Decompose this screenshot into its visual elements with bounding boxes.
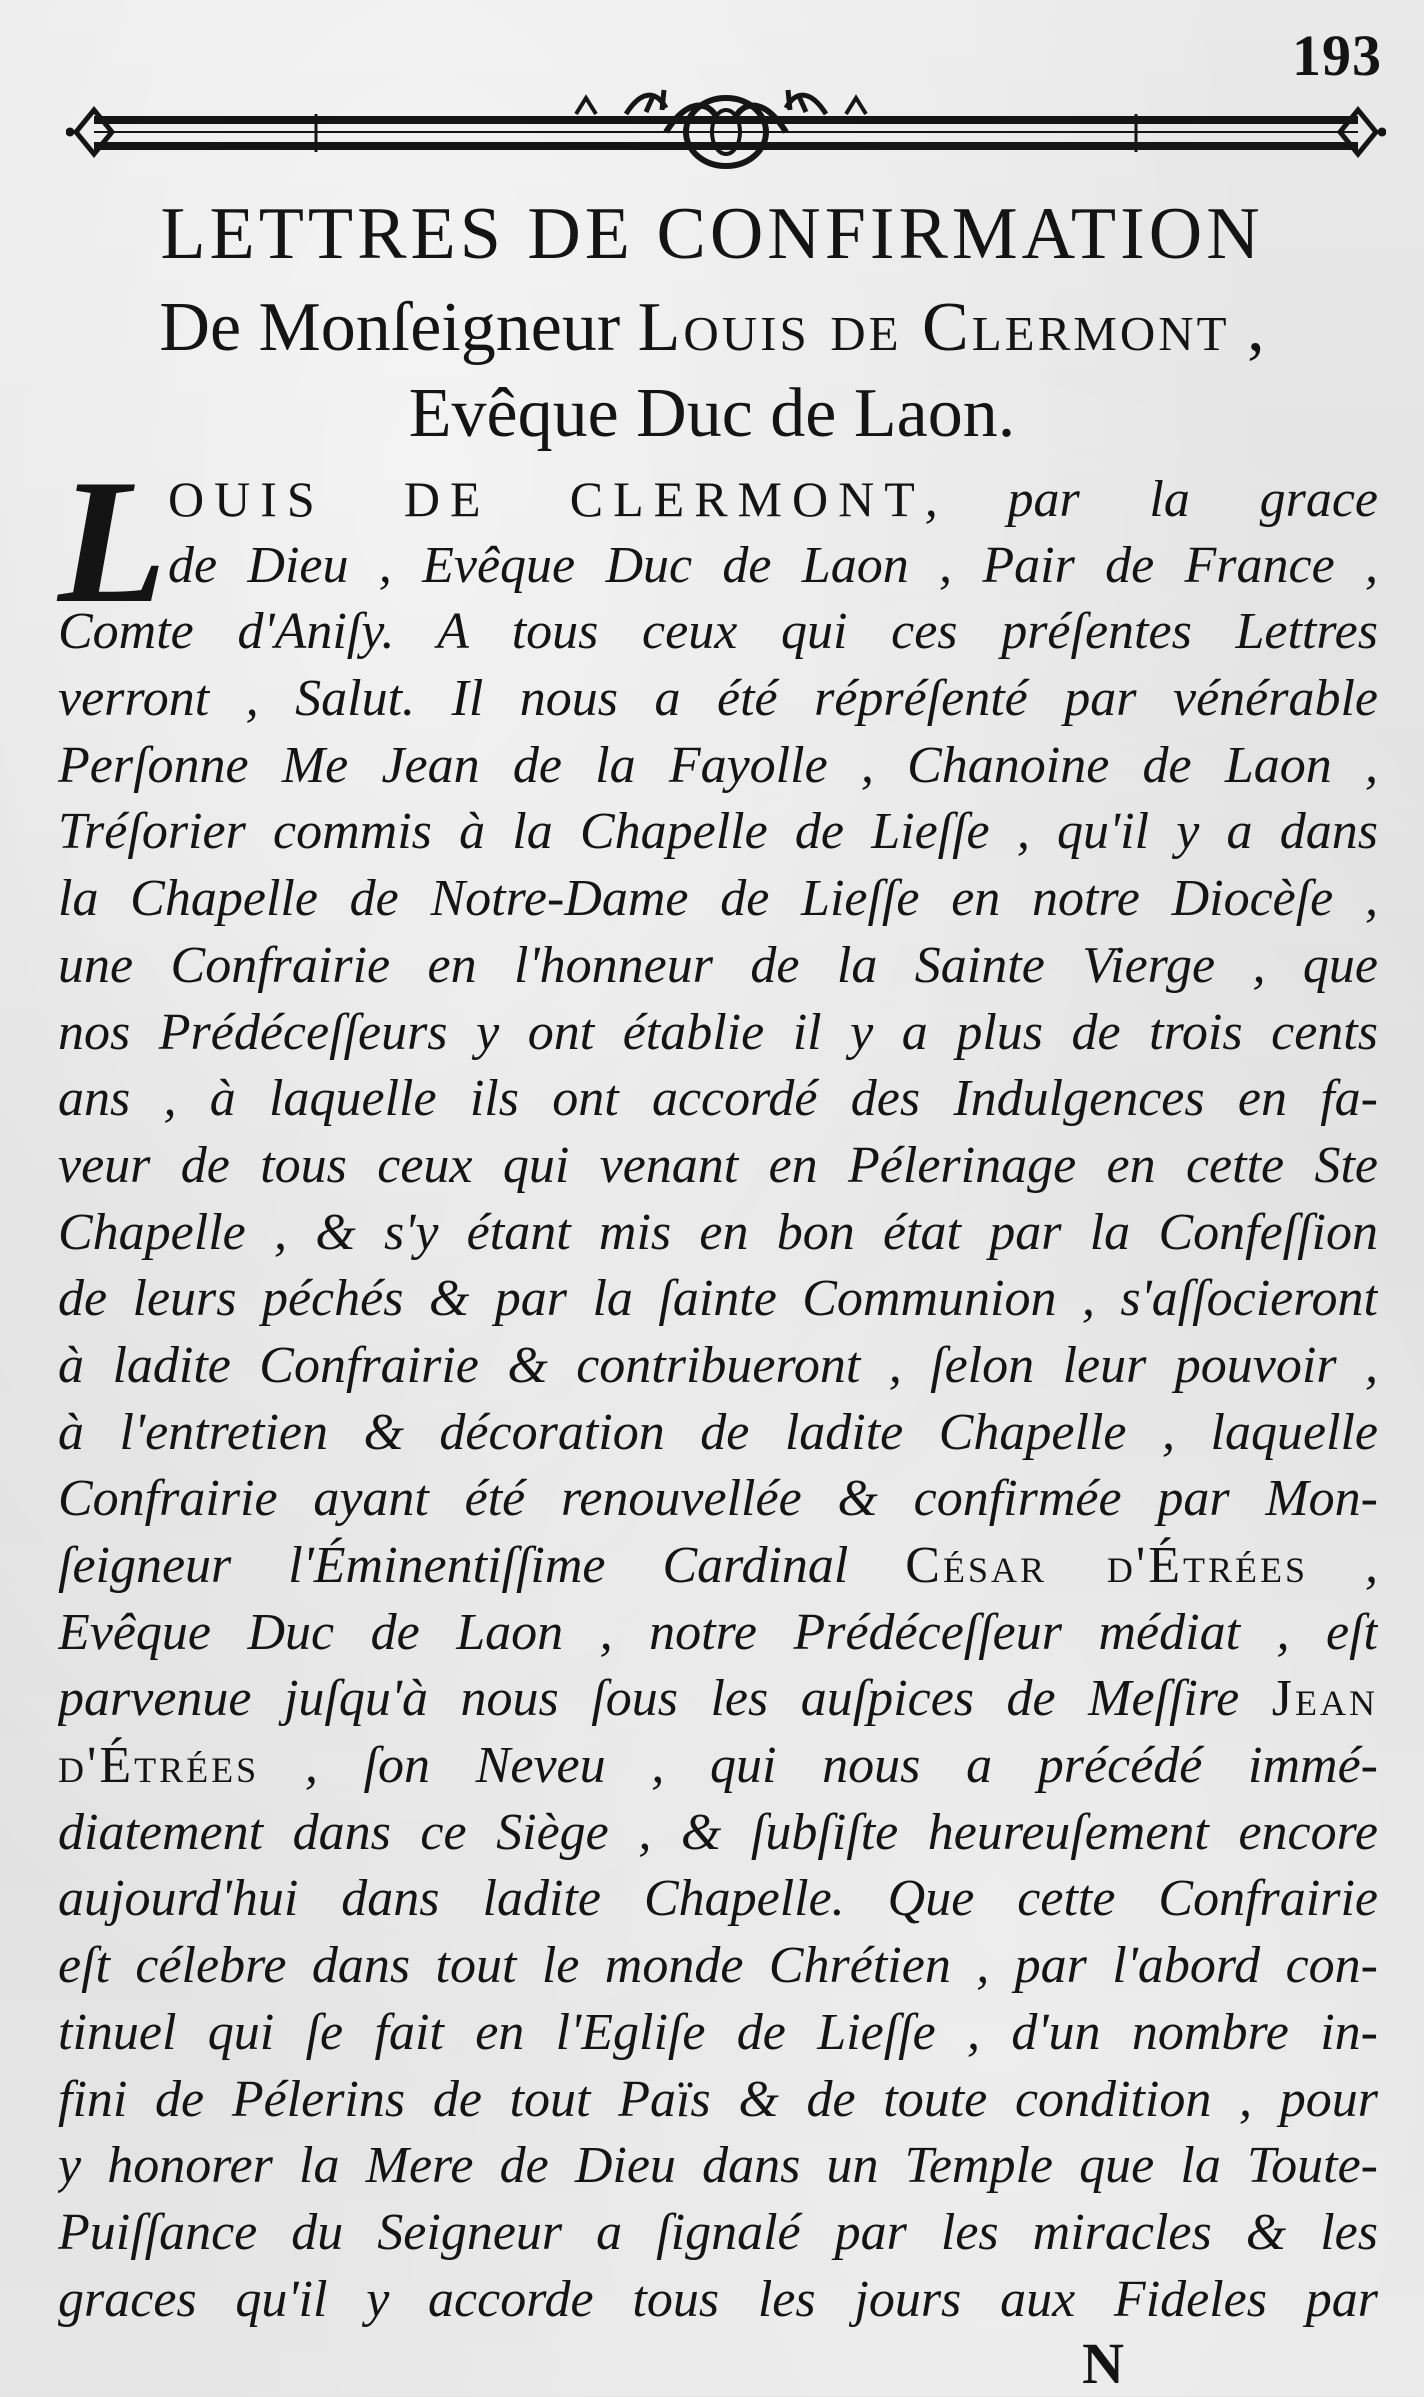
opening-name: OUIS DE CLERMONT <box>168 471 925 527</box>
text-line: diatement dans ce Siège , & ſubſiſte heureuſement encore <box>58 1803 1378 1861</box>
text-line: de Dieu , Evêque Duc de Laon , Pair de France , <box>168 536 1378 594</box>
signature-mark: N <box>1082 2331 1124 2396</box>
opening-rest: , par la grace <box>924 471 1378 528</box>
text-line <box>58 1733 1378 1800</box>
text-line: une Confrairie en l'honneur de la Sainte Vierge , que <box>58 936 1378 994</box>
text-line: verront , Salut. Il nous a été répréſenté par vénérable <box>58 670 1378 728</box>
document-subtitle <box>40 284 1384 372</box>
text-line: tinuel qui ſe fait en l'Egliſe de Lieſſe , d'un nombre in- <box>58 2003 1378 2061</box>
text-line: nos Prédéceſſeurs y ont établie il y a plus de trois cents <box>58 1003 1378 1061</box>
line-suffix: , ſon Neveu , qui nous a précédé immé- <box>259 1737 1378 1795</box>
letter-body <box>58 442 1378 2333</box>
line-suffix: , <box>1308 1537 1378 1594</box>
text-line: veur de tous ceux qui venant en Pélerinage en cette Ste <box>58 1136 1378 1194</box>
text-line: de leurs péchés & par la ſainte Communion , s'aſſocieront <box>58 1270 1378 1328</box>
header-ornament <box>66 80 1386 190</box>
title-block <box>40 190 1384 456</box>
subtitle-suffix: , <box>1229 289 1265 366</box>
document-subtitle-line2: Evêque Duc de Laon. <box>408 375 1016 452</box>
text-line: Tréſorier commis à la Chapelle de Lieſſe , qu'il y a dans <box>58 803 1378 861</box>
text-line: eſt célebre dans tout le monde Chrétien , par l'abord con- <box>58 1937 1378 1995</box>
text-line <box>58 466 1378 533</box>
text-line: Evêque Duc de Laon , notre Prédéceſſeur médiat , eſt <box>58 1603 1378 1661</box>
text-line: Puiſſance du Seigneur a ſignalé par les miracles & les <box>58 2203 1378 2261</box>
text-line: Chapelle , & s'y étant mis en bon état par la Confeſſion <box>58 1203 1378 1261</box>
text-line <box>58 1533 1378 1600</box>
text-line: aujourd'hui dans ladite Chapelle. Que cette Confrairie <box>58 1870 1378 1928</box>
messire-name: Jean <box>1271 1670 1378 1728</box>
page-number: 193 <box>1292 23 1382 88</box>
subtitle-name: Louis de Clermont <box>637 289 1230 366</box>
line-prefix: ſeigneur l'Éminentiſſime Cardinal <box>58 1537 906 1594</box>
text-line: à l'entretien & décoration de ladite Chapelle , laquelle <box>58 1403 1378 1461</box>
document-title: LETTRES DE CONFIRMATION <box>160 193 1264 275</box>
text-line: graces qu'il y accorde tous les jours aux Fideles par <box>58 2270 1378 2328</box>
text-line: à ladite Confrairie & contribueront , ſelon leur pouvoir , <box>58 1336 1378 1394</box>
text-line: Comte d'Aniſy. A tous ceux qui ces préſentes Lettres <box>58 603 1378 661</box>
drop-cap: L <box>58 442 167 640</box>
detrees-name: d'Étrées <box>58 1737 260 1795</box>
text-line: y honorer la Mere de Dieu dans un Temple que la Toute- <box>58 2137 1378 2195</box>
text-line: ans , à laquelle ils ont accordé des Indulgences en fa- <box>58 1070 1378 1128</box>
line-prefix: parvenue juſqu'à nous ſous les auſpices de Meſſire <box>58 1670 1272 1728</box>
text-line <box>58 1666 1378 1733</box>
text-line: Perſonne Me Jean de la Fayolle , Chanoine de Laon , <box>58 736 1378 794</box>
text-line: la Chapelle de Notre-Dame de Lieſſe en notre Diocèſe , <box>58 870 1378 928</box>
text-line: fini de Pélerins de tout Païs & de toute condition , pour <box>58 2070 1378 2128</box>
text-line: Confrairie ayant été renouvellée & confirmée par Mon- <box>58 1470 1378 1528</box>
subtitle-prefix: De Monſeigneur <box>159 289 638 366</box>
cardinal-name: César d'Étrées <box>905 1537 1309 1594</box>
